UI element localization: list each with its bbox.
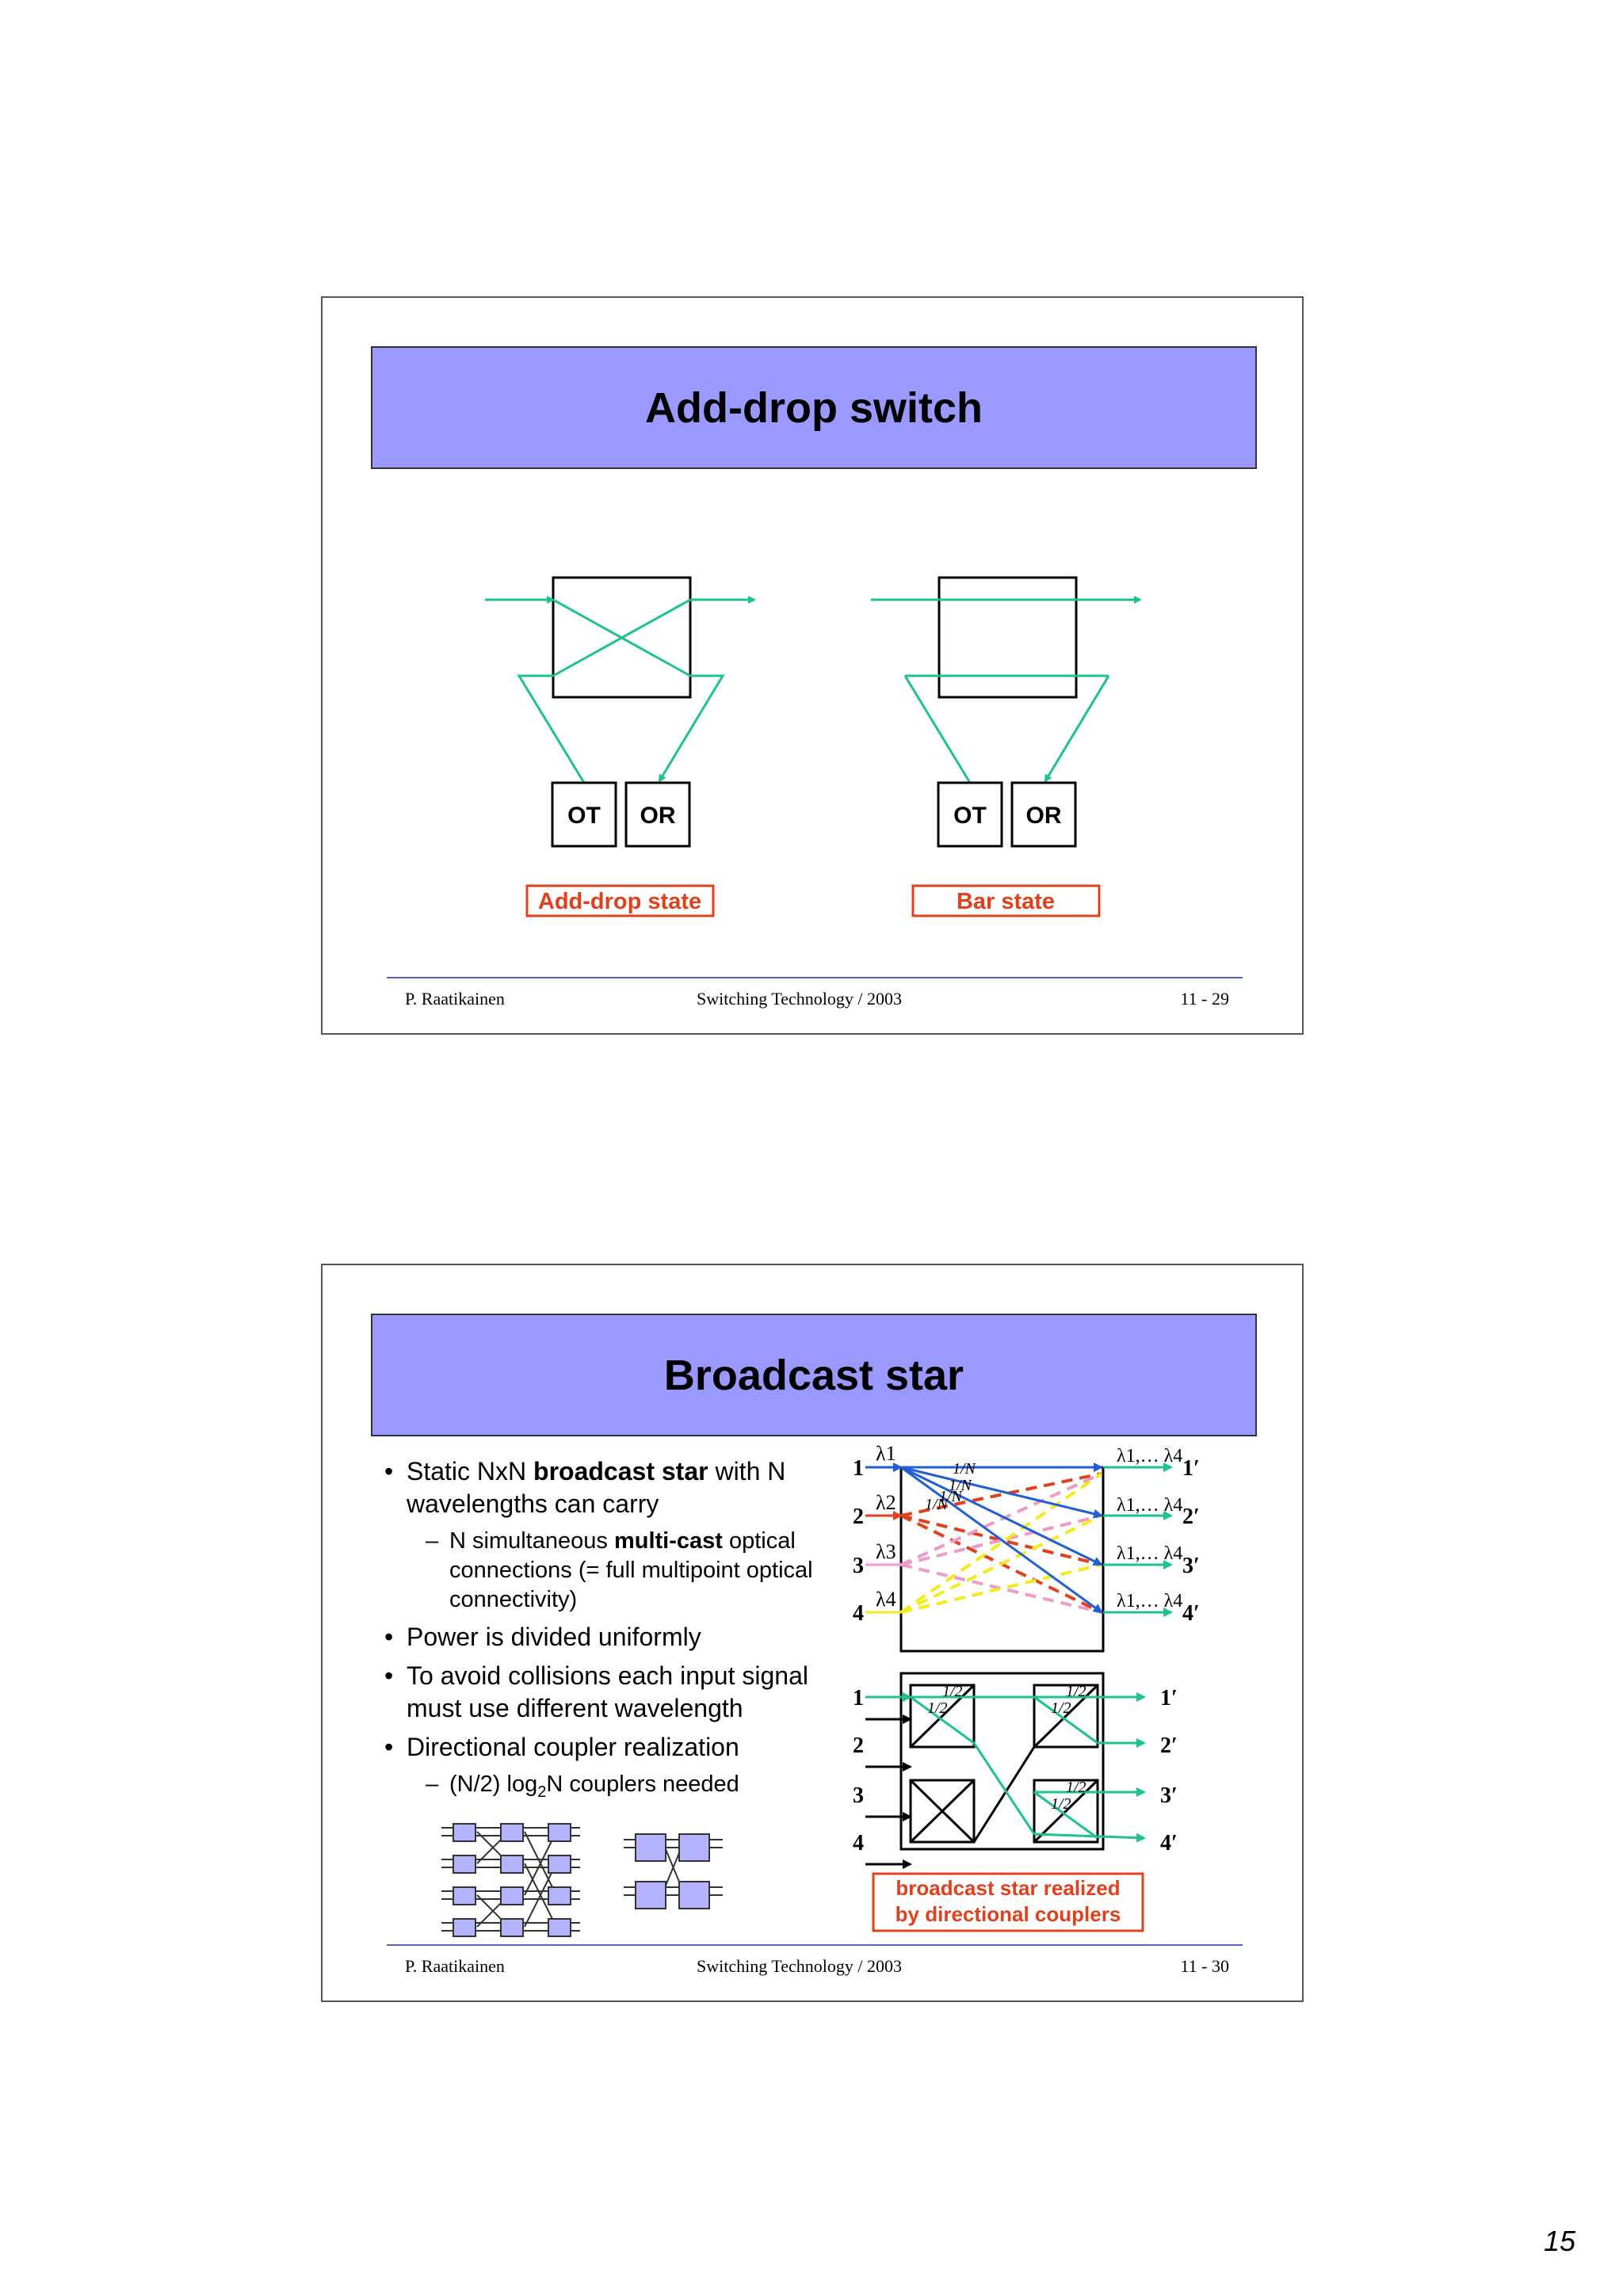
footer-author: P. Raatikainen [405,1956,505,1976]
output-lambda-label: λ1,… λ4 [1117,1446,1183,1466]
add-drop-diagram [323,488,1302,932]
bullet-item: • Directional coupler realization [378,1731,854,1764]
star-output-label: 4′ [1182,1601,1200,1626]
coupler-ratio-label: 1/2 [1066,1779,1086,1796]
star-input-label: 1 [853,1456,864,1481]
slide-add-drop-switch [321,296,1304,1035]
bullet-list [378,1455,854,1814]
split-label: 1/N [925,1496,948,1513]
star-output-label: 2′ [1182,1505,1200,1529]
slide-broadcast-star [321,1264,1304,2002]
footer-slide-number: 11 - 30 [1180,1956,1229,1976]
footer-course: Switching Technology / 2003 [697,989,902,1009]
lambda-label: λ1 [876,1442,896,1465]
star-output-label: 3′ [1182,1554,1200,1578]
lambda-label: λ2 [876,1491,896,1514]
coupler-output-label: 1′ [1160,1686,1178,1711]
footer-slide-number: 11 - 29 [1180,989,1229,1009]
footer-course: Switching Technology / 2003 [697,1956,902,1976]
sub-bullet-item: – N simultaneous multi-cast optical connections (= full multipoint optical connectivity) [378,1527,854,1615]
ot-label: OT [953,803,987,829]
footer-author: P. Raatikainen [405,989,505,1009]
coupler-caption-line2: by directional couplers [895,1902,1121,1926]
star-input-label: 2 [853,1505,864,1529]
star-input-label: 3 [853,1554,864,1578]
drop-path [519,676,584,783]
split-label: 1/N [939,1488,962,1505]
star-input-label: 4 [853,1601,864,1626]
split-label: 1/N [953,1460,976,1478]
output-lambda-label: λ1,… λ4 [1117,1543,1183,1564]
coupler-input-label: 2 [853,1733,864,1758]
bullet-item: • Power is divided uniformly [378,1621,854,1653]
output-lambda-label: λ1,… λ4 [1117,1591,1183,1611]
switch-box [939,578,1076,697]
ot-label: OT [567,803,601,829]
footer-divider [387,1944,1243,1946]
or-label: OR [1025,803,1062,829]
coupler-input-label: 1 [853,1686,864,1711]
slide-title: Add-drop switch [371,346,1257,469]
page-number: 15 [1543,2225,1575,2257]
coupler-ratio-label: 1/2 [1051,1795,1071,1813]
coupler-output-label: 4′ [1160,1831,1178,1855]
coupler-ratio-label: 1/2 [1051,1699,1071,1717]
coupler-output-label: 2′ [1160,1733,1178,1758]
coupler-caption-line1: broadcast star realized [896,1876,1121,1900]
slide-title: Broadcast star [371,1314,1257,1436]
output-lambda-label: λ1,… λ4 [1117,1495,1183,1516]
coupler-output-label: 3′ [1160,1783,1178,1808]
coupler-input-label: 4 [853,1831,864,1855]
lambda-label: λ4 [876,1588,896,1611]
coupler-ratio-label: 1/2 [942,1683,963,1700]
add-drop-switch-left [485,578,754,916]
broadcast-star-diagram [850,1442,1293,1926]
sub-bullet-item: – (N/2) $\log_2N$ couplers needed [378,1770,854,1807]
bar-state-label: Bar state [956,889,1056,914]
footer-divider [387,977,1243,978]
or-label: OR [640,803,676,829]
split-label: 1/N [949,1477,972,1494]
coupler-ratio-label: 1/2 [1066,1683,1086,1700]
add-drop-switch-right [871,578,1140,916]
lambda-label: λ3 [876,1540,896,1563]
bullet-item: • To avoid collisions each input signal must use different wavelength [378,1660,854,1725]
coupler-ratio-label: 1/2 [927,1699,948,1717]
drop-path [905,676,970,783]
coupler-network-icons [441,1812,774,1955]
coupler-input-label: 3 [853,1783,864,1808]
star-output-label: 1′ [1182,1456,1200,1481]
bullet-item: • Static NxN broadcast star with N wavelengths can carry [378,1455,854,1520]
add-drop-state-label: Add-drop state [537,889,702,914]
